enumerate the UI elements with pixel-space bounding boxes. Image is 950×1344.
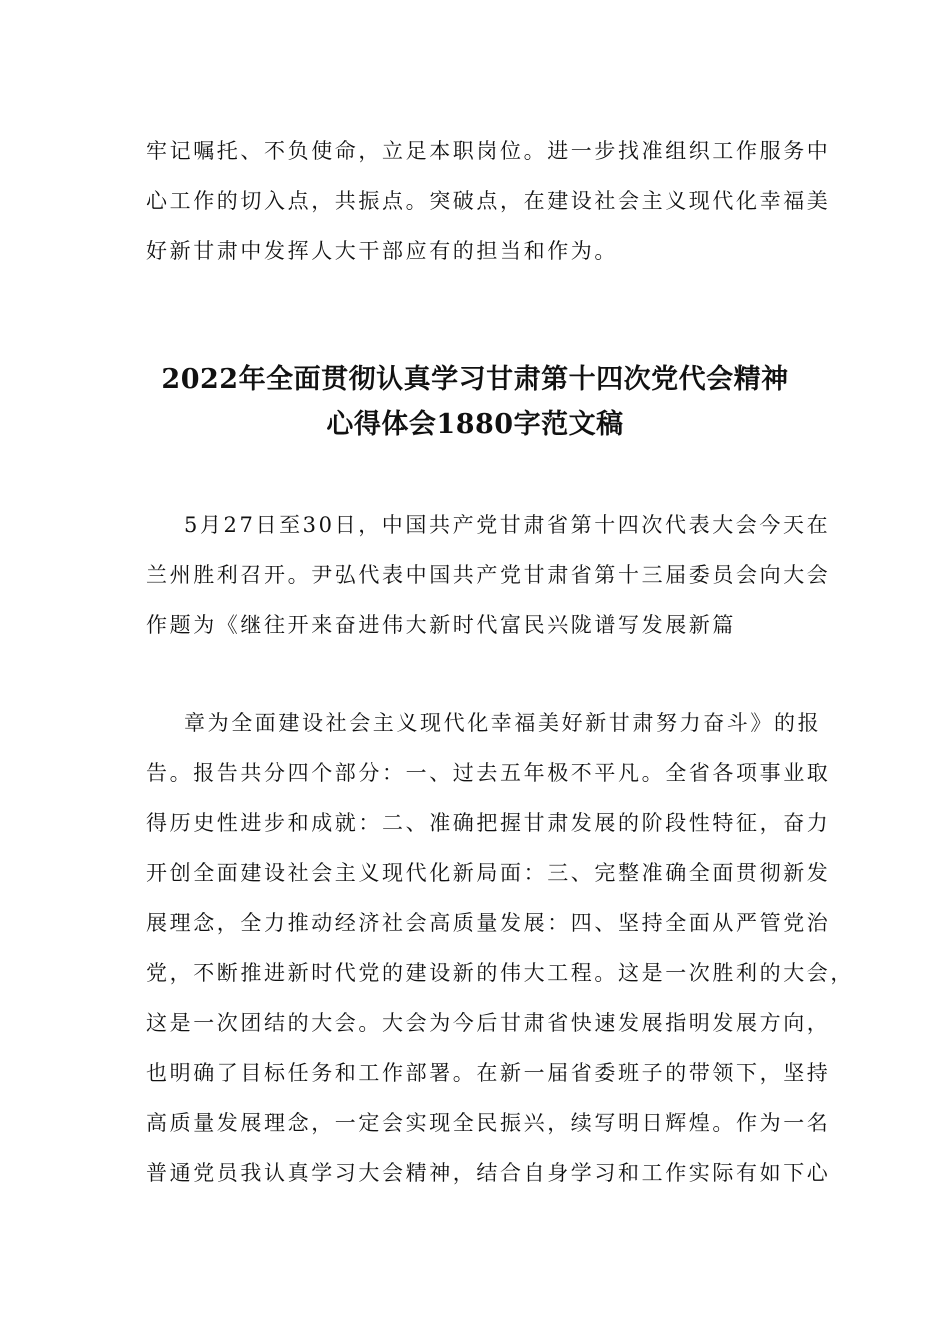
paragraph-2-line-1: 章为全面建设社会主义现代化幸福美好新甘肃努力奋斗》的报 bbox=[184, 711, 822, 735]
intro-line-1: 牢记嘱托、不负使命，立足本职岗位。进一步找准组织工作服务中 bbox=[146, 139, 831, 163]
paragraph-1-line-2: 兰州胜利召开。尹弘代表中国共产党甘肃省第十三届委员会向大会 bbox=[146, 563, 831, 587]
paragraph-2-line-5: 展理念，全力推动经济社会高质量发展：四、坚持全面从严管党治 bbox=[146, 911, 831, 935]
paragraph-2-line-3: 得历史性进步和成就：二、准确把握甘肃发展的阶段性特征，奋力 bbox=[146, 811, 831, 835]
paragraph-2-line-10: 普通党员我认真学习大会精神，结合自身学习和工作实际有如下心 bbox=[146, 1161, 831, 1185]
paragraph-2-line-9: 高质量发展理念，一定会实现全民振兴，续写明日辉煌。作为一名 bbox=[146, 1111, 831, 1135]
paragraph-2-line-8: 也明确了目标任务和工作部署。在新一届省委班子的带领下，坚持 bbox=[146, 1061, 831, 1085]
paragraph-1-line-3: 作题为《继往开来奋进伟大新时代富民兴陇谱写发展新篇 bbox=[146, 613, 736, 637]
paragraph-1-line-1: 5月27日至30日，中国共产党甘肃省第十四次代表大会今天在 bbox=[184, 513, 831, 537]
intro-line-3: 好新甘肃中发挥人大干部应有的担当和作为。 bbox=[146, 239, 618, 263]
title-line-1: 2022年全面贯彻认真学习甘肃第十四次党代会精神 bbox=[161, 364, 789, 395]
paragraph-2-line-4: 开创全面建设社会主义现代化新局面：三、完整准确全面贯彻新发 bbox=[146, 861, 831, 885]
intro-line-2: 心工作的切入点，共振点。突破点，在建设社会主义现代化幸福美 bbox=[146, 189, 831, 213]
title-line-2: 心得体会1880字范文稿 bbox=[326, 409, 624, 440]
paragraph-2-line-7: 这是一次团结的大会。大会为今后甘肃省快速发展指明发展方向， bbox=[146, 1011, 831, 1035]
paragraph-2-line-6: 党，不断推进新时代党的建设新的伟大工程。这是一次胜利的大会， bbox=[146, 961, 854, 985]
paragraph-2-line-2: 告。报告共分四个部分：一、过去五年极不平凡。全省各项事业取 bbox=[146, 761, 831, 785]
